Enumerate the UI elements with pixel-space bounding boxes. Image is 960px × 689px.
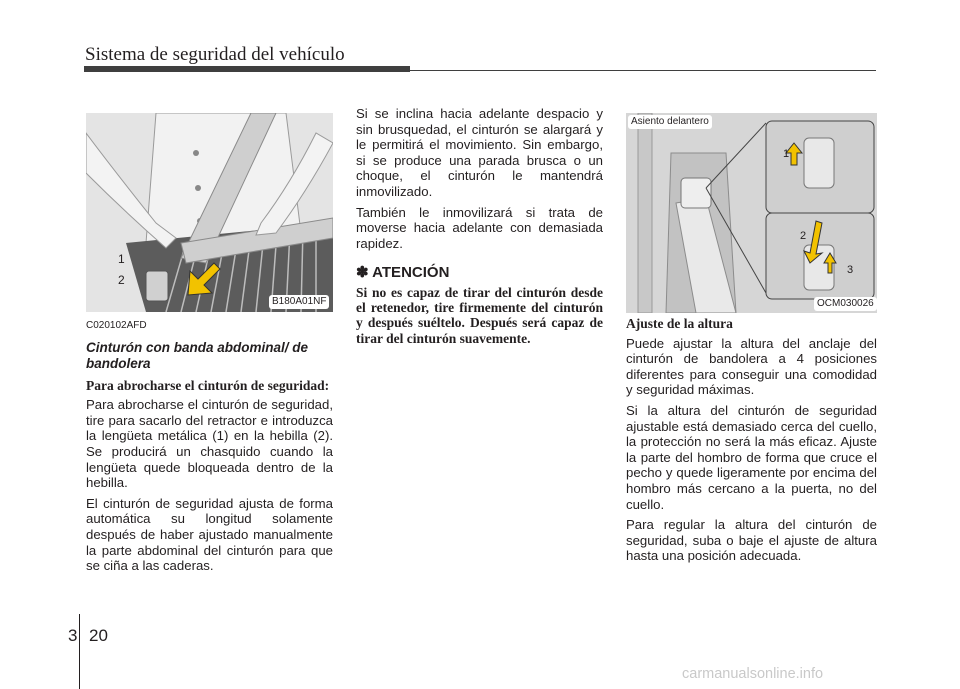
- height-adjuster-illustration: [626, 113, 877, 313]
- paragraph: Si la altura del cinturón de seguridad ajustable está demasiado cerca del cuello, la protección no será la más eficaz. Ajuste la parte del hombro de forma que cruce el pecho y quede ligeramente por encima del hombro más cercano a la puerta, no del cuello.: [626, 402, 877, 512]
- paragraph: También le inmovilizará si trata de moverse hacia adelante con demasiada rapidez.: [356, 204, 603, 251]
- callout-2: 2: [800, 230, 807, 242]
- section-heading: Para abrocharse el cinturón de seguridad:: [86, 377, 330, 393]
- chapter-number: 3: [68, 626, 78, 645]
- paragraph: Puede ajustar la altura del anclaje del cinturón de bandolera a 4 posiciones diferentes para conseguir una comodidad y seguridad máximas.: [626, 335, 877, 398]
- callout-1: 1: [783, 148, 790, 160]
- adjuster-drawing: [626, 113, 877, 313]
- page-number: 20: [89, 626, 108, 645]
- section-code: C020102AFD: [86, 320, 147, 331]
- callout-2: 2: [118, 273, 125, 287]
- header-rule: [410, 70, 876, 71]
- column-left: [86, 318, 333, 579]
- warning-body: Si no es capaz de tirar del cinturón desde el retenedor, tire firmemente del cinturón y después suéltelo. Después será capaz de tirar del cinturón suavemente.: [356, 284, 603, 346]
- figure2-label: Asiento delantero: [628, 115, 712, 129]
- callout-1: 1: [118, 252, 125, 266]
- header-bar: [84, 66, 410, 72]
- page-header-title: Sistema de seguridad del vehículo: [85, 44, 345, 65]
- paragraph: Para regular la altura del cinturón de seguridad, suba o baje el ajuste de altura hasta una posición adecuada.: [626, 517, 877, 564]
- paragraph: Si se inclina hacia adelante despacio y sin brusquedad, el cinturón se alargará y le permitirá el movimiento. Sin embargo, si se produce una parada brusca o un choque, el cinturón le mantendrá inmovilizado.: [356, 106, 603, 199]
- callout-3: 3: [847, 264, 854, 276]
- figure2-code: OCM030026: [814, 297, 877, 311]
- column-right: [626, 316, 877, 569]
- footer-divider: [79, 614, 80, 689]
- watermark: carmanualsonline.info: [682, 666, 824, 682]
- section-subtitle: Cinturón con banda abdominal/ de bandolera: [86, 339, 309, 371]
- column-middle: [356, 106, 603, 346]
- paragraph: Para abrocharse el cinturón de seguridad, tire para sacarlo del retractor e introduzca la lengüeta metálica (1) en la hebilla (2). Se producirá un chasquido cuando la lengüeta quede bloqueada dentro de la hebilla.: [86, 397, 333, 491]
- section-heading: Ajuste de la altura: [626, 316, 733, 331]
- paragraph: El cinturón de seguridad ajusta de forma automática su longitud solamente después de haber ajustado manualmente la parte abdominal del cinturón para que se ciña a las caderas.: [86, 495, 333, 574]
- warning-title: ✽ ATENCIÓN: [356, 264, 450, 282]
- figure1-code: B180A01NF: [269, 295, 329, 309]
- seatbelt-buckle-illustration: [86, 113, 333, 312]
